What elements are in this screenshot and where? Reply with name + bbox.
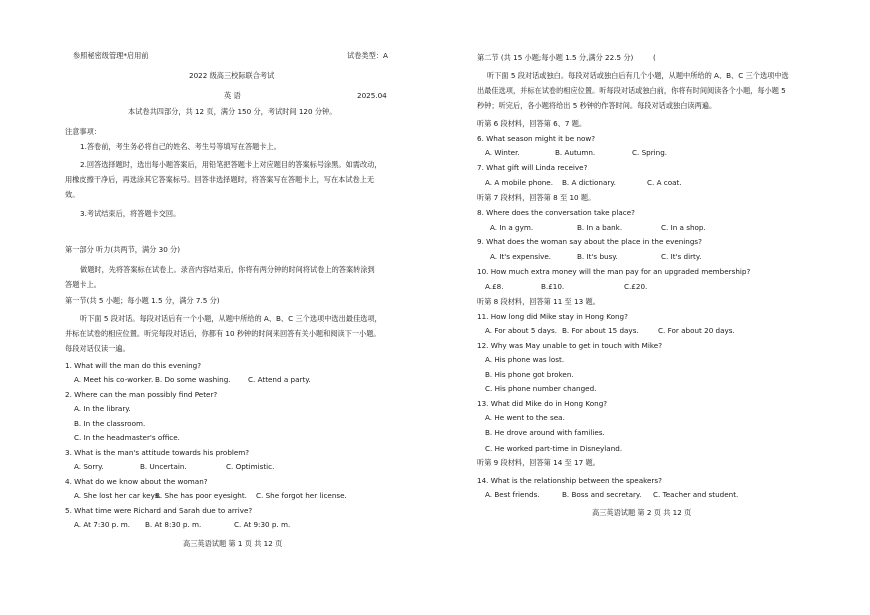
question-12: 12. Why was May unable to get in touch with Mike? <box>477 341 663 350</box>
subject: 英 语 <box>224 91 241 100</box>
question-2: 2. Where can the man possibly find Peter? <box>65 390 218 399</box>
question-10: 10. How much extra money will the man pay for an upgraded membership? <box>477 267 751 276</box>
section2-line-2: 出最佳选项，并标在试卷的相应位置。听每段对话或独白前，你将有时间阅读各个小题，每小题 5 <box>477 86 786 95</box>
question-11-option-c: C. For about 20 days. <box>658 326 735 335</box>
question-12-option-b: B. His phone got broken. <box>485 370 574 379</box>
question-13-option-b: B. He drove around with families. <box>485 428 605 437</box>
exam-title: 2022 级高三校际联合考试 <box>189 71 275 80</box>
question-8-option-a: A. In a gym. <box>490 223 534 232</box>
notice-3: 3.考试结束后，将答题卡交回。 <box>80 209 181 218</box>
section1-line-2: 并标在试卷的相应位置。听完每段对话后，你都有 10 秒钟的时间来回答有关小题和阅读下一小题。 <box>65 329 381 338</box>
question-3-option-b: B. Uncertain. <box>140 462 187 471</box>
question-4-option-a: A. She lost her car keys. <box>74 491 161 500</box>
question-11-option-b: B. For about 15 days. <box>562 326 639 335</box>
material-6: 听第 6 段材料，回答第 6、7 题。 <box>477 119 587 128</box>
question-3-option-c: C. Optimistic. <box>226 462 275 471</box>
question-2-option-b: B. In the classroom. <box>74 419 146 428</box>
question-8-option-c: C. In a shop. <box>661 223 706 232</box>
notice-2-line-2: 用橡皮擦干净后，再选涂其它答案标号。回答非选择题时，将答案写在答题卡上，写在本试卷上无 <box>65 175 375 184</box>
question-6-option-c: C. Spring. <box>632 148 668 157</box>
intro-text: 本试卷共四部分，共 12 页，满分 150 分，考试时间 120 分钟。 <box>128 107 337 116</box>
question-8-option-b: B. In a bank. <box>577 223 623 232</box>
question-7-option-c: C. A coat. <box>647 178 682 187</box>
question-5: 5. What time were Richard and Sarah due to arrive? <box>65 506 253 515</box>
question-6-option-b: B. Autumn. <box>555 148 596 157</box>
material-9: 听第 9 段材料，回答第 14 至 17 题。 <box>477 458 600 467</box>
paper-type: 试卷类型：A <box>347 51 388 60</box>
question-9-option-b: B. It's busy. <box>577 252 618 261</box>
question-12-option-c: C. His phone number changed. <box>485 384 597 393</box>
material-8: 听第 8 段材料，回答第 11 至 13 题。 <box>477 297 600 306</box>
material-7: 听第 7 段材料，回答第 8 至 10 题。 <box>477 193 596 202</box>
question-12-option-a: A. His phone was lost. <box>485 355 565 364</box>
right-page <box>435 0 870 615</box>
section2-heading: 第二节 (共 15 小题;每小题 1.5 分,满分 22.5 分) <box>477 53 634 62</box>
part1-line-1: 做题时，先将答案标在试卷上。录音内容结束后，你将有两分钟的时间将试卷上的答案转涂到 <box>80 265 375 274</box>
question-14-option-c: C. Teacher and student. <box>653 490 739 499</box>
exam-date: 2025.04 <box>357 91 387 100</box>
page-footer-1: 高三英语试题 第 1 页 共 12 页 <box>183 539 283 548</box>
question-9: 9. What does the woman say about the place in the evenings? <box>477 237 702 246</box>
notice-2-line-3: 效。 <box>65 190 80 199</box>
part1-line-2: 答题卡上。 <box>65 280 101 289</box>
section1-line-1: 听下面 5 段对话。每段对话后有一个小题，从题中所给的 A、B、C 三个选项中选出最佳选项， <box>80 314 382 323</box>
question-8: 8. Where does the conversation take place? <box>477 208 635 217</box>
question-6: 6. What season might it be now? <box>477 134 596 143</box>
question-3: 3. What is the man's attitude towards his problem? <box>65 448 250 457</box>
question-7: 7. What gift will Linda receive? <box>477 163 588 172</box>
part1-heading: 第一部分 听力(共两节，满分 30 分) <box>65 245 181 254</box>
question-9-option-a: A. It's expensive. <box>490 252 552 261</box>
section2-line-1: 听下面 5 段对话或独白。每段对话或独白后有几个小题，从题中所给的 A、B、C 三个选项中选 <box>487 71 789 80</box>
page-footer-2: 高三英语试题 第 2 页 共 12 页 <box>592 508 692 517</box>
question-1-option-b: B. Do some washing. <box>155 375 231 384</box>
question-1: 1. What will the man do this evening? <box>65 361 202 370</box>
question-14-option-b: B. Boss and secretary. <box>562 490 642 499</box>
question-1-option-c: C. Attend a party. <box>248 375 311 384</box>
question-10-option-a: A.£8. <box>485 282 504 291</box>
question-2-option-c: C. In the headmaster's office. <box>74 433 180 442</box>
question-4-option-b: B. She has poor eyesight. <box>155 491 247 500</box>
question-9-option-c: C. It's dirty. <box>661 252 702 261</box>
question-5-option-c: C. At 9:30 p. m. <box>234 520 291 529</box>
question-1-option-a: A. Meet his co-worker. <box>74 375 154 384</box>
question-13-option-c: C. He worked part-time in Disneyland. <box>485 444 623 453</box>
section2-paren: ( <box>653 53 656 62</box>
section1-heading: 第一节(共 5 小题；每小题 1.5 分，满分 7.5 分) <box>65 296 220 305</box>
question-14-option-a: A. Best friends. <box>485 490 540 499</box>
section1-line-3: 每段对话仅读一遍。 <box>65 344 130 353</box>
question-7-option-a: A. A mobile phone. <box>485 178 554 187</box>
notice-1: 1.答卷前，考生务必将自己的姓名、考生号等填写在答题卡上。 <box>80 142 281 151</box>
notice-heading: 注意事项： <box>65 127 101 136</box>
question-5-option-a: A. At 7:30 p. m. <box>74 520 131 529</box>
notice-2-line-1: 2.回答选择题时，选出每小题答案后，用铅笔把答题卡上对应题目的答案标号涂黑。如需改动， <box>80 160 382 169</box>
question-4: 4. What do we know about the woman? <box>65 477 208 486</box>
question-5-option-b: B. At 8:30 p. m. <box>145 520 202 529</box>
question-11-option-a: A. For about 5 days. <box>485 326 558 335</box>
question-7-option-b: B. A dictionary. <box>562 178 616 187</box>
question-13: 13. What did Mike do in Hong Kong? <box>477 399 608 408</box>
question-14: 14. What is the relationship between the speakers? <box>477 476 662 485</box>
question-4-option-c: C. She forgot her license. <box>256 491 347 500</box>
confidential-label: 参照秘密级管理*启用前 <box>73 51 149 60</box>
question-3-option-a: A. Sorry. <box>74 462 104 471</box>
question-10-option-c: C.£20. <box>624 282 648 291</box>
question-10-option-b: B.£10. <box>541 282 565 291</box>
question-11: 11. How long did Mike stay in Hong Kong? <box>477 312 628 321</box>
section2-line-3: 秒钟；听完后，各小题将给出 5 秒钟的作答时间。每段对话或独白读两遍。 <box>477 101 717 110</box>
question-13-option-a: A. He went to the sea. <box>485 413 565 422</box>
question-6-option-a: A. Winter. <box>485 148 520 157</box>
question-2-option-a: A. In the library. <box>74 404 131 413</box>
